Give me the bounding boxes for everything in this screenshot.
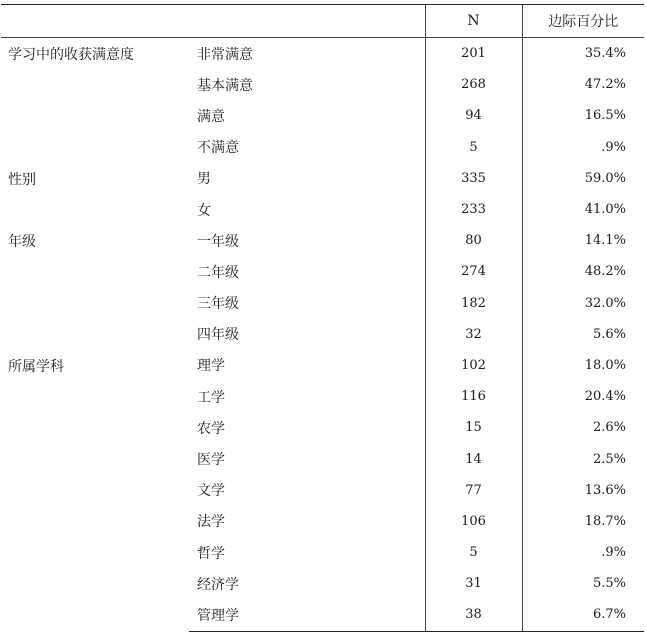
header-n: N (425, 5, 522, 38)
table-row (1, 163, 644, 194)
frequency-table (1, 4, 644, 632)
group-label: 所属学科 (8, 358, 64, 375)
row-pct: 5.6% (522, 319, 644, 350)
row-pct: 2.6% (522, 412, 644, 443)
row-label: 法学 (197, 514, 225, 531)
table-row (1, 225, 644, 256)
row-pct: 20.4% (522, 381, 644, 412)
row-n: 116 (425, 381, 522, 412)
row-pct: 32.0% (522, 288, 644, 319)
row-pct: 5.5% (522, 568, 644, 599)
row-label: 文学 (197, 483, 225, 500)
row-label: 四年级 (197, 327, 239, 344)
row-label: 满意 (197, 108, 225, 125)
row-pct: 41.0% (522, 194, 644, 225)
header-blank-subcategory (189, 5, 425, 38)
header-row (1, 5, 644, 38)
row-pct: 14.1% (522, 225, 644, 256)
row-label: 不满意 (197, 140, 239, 157)
row-label: 医学 (197, 452, 225, 469)
row-pct: 13.6% (522, 475, 644, 506)
row-pct: 47.2% (522, 69, 644, 100)
row-pct: .9% (522, 537, 644, 568)
table-row (1, 38, 644, 70)
row-n: 233 (425, 194, 522, 225)
group-label: 学习中的收获满意度 (8, 47, 134, 63)
row-n: 32 (425, 319, 522, 350)
row-n: 268 (425, 69, 522, 100)
group-label: 年级 (8, 234, 36, 251)
row-n: 38 (425, 599, 522, 631)
row-label: 农学 (197, 420, 225, 437)
row-label: 理学 (197, 358, 225, 375)
row-label: 女 (197, 202, 211, 219)
row-pct: 48.2% (522, 256, 644, 287)
table-row (1, 350, 644, 381)
row-n: 5 (425, 537, 522, 568)
row-pct: 16.5% (522, 100, 644, 131)
row-pct: .9% (522, 132, 644, 163)
row-label: 二年级 (197, 264, 239, 281)
row-pct: 2.5% (522, 443, 644, 474)
row-n: 94 (425, 100, 522, 131)
row-n: 77 (425, 475, 522, 506)
group-label: 性别 (8, 171, 36, 188)
row-label: 男 (197, 171, 211, 188)
row-label: 工学 (197, 389, 225, 406)
row-label: 一年级 (197, 233, 239, 250)
row-n: 106 (425, 506, 522, 537)
header-marginal-percent: 边际百分比 (522, 5, 644, 38)
row-n: 5 (425, 132, 522, 163)
row-n: 102 (425, 350, 522, 381)
row-pct: 35.4% (522, 38, 644, 70)
row-pct: 18.0% (522, 350, 644, 381)
row-label: 哲学 (197, 545, 225, 562)
row-n: 80 (425, 225, 522, 256)
row-label: 管理学 (189, 599, 425, 631)
header-blank-category (1, 5, 189, 38)
row-n: 335 (425, 163, 522, 194)
row-label: 经济学 (197, 576, 239, 593)
row-n: 14 (425, 443, 522, 474)
row-n: 31 (425, 568, 522, 599)
row-label: 非常满意 (197, 46, 253, 63)
row-n: 15 (425, 412, 522, 443)
row-pct: 18.7% (522, 506, 644, 537)
row-n: 182 (425, 288, 522, 319)
table-body (1, 38, 644, 632)
row-pct: 6.7% (522, 599, 644, 631)
row-label: 基本满意 (197, 77, 253, 94)
row-n: 274 (425, 256, 522, 287)
row-n: 201 (425, 38, 522, 70)
row-label: 三年级 (197, 296, 239, 313)
row-pct: 59.0% (522, 163, 644, 194)
